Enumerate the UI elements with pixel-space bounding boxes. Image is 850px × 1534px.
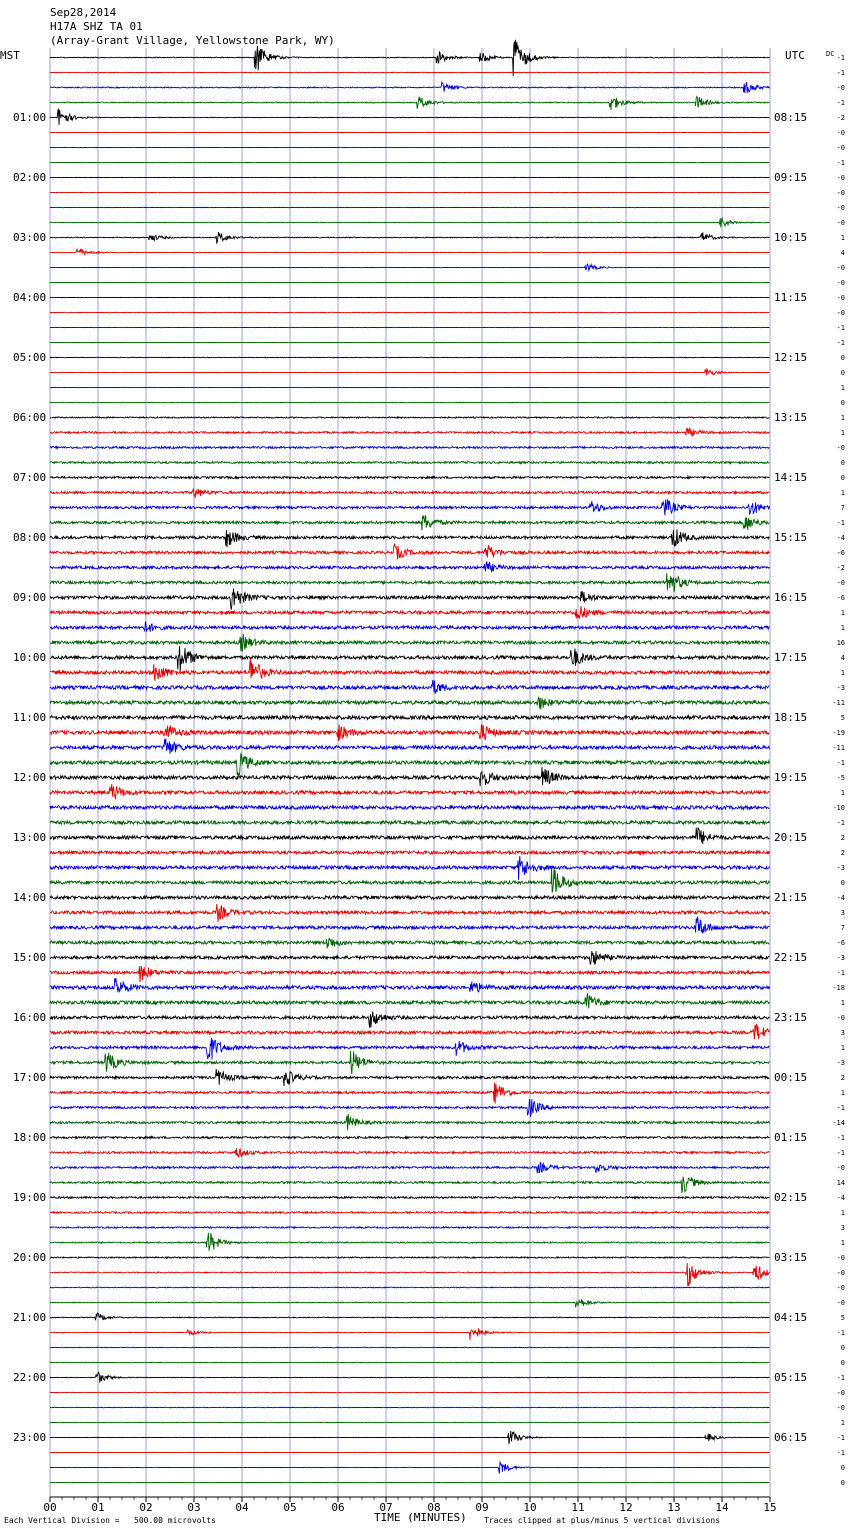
right-hour-label: 12:15 (774, 350, 808, 364)
x-axis-title: TIME (MINUTES) (374, 1511, 467, 1524)
trace-row (50, 232, 769, 244)
trace-row (50, 1313, 769, 1320)
dc-offset-label: -0 (836, 1403, 845, 1412)
dc-offset-label: 1 (840, 668, 845, 677)
dc-offset-label: 1 (840, 1238, 845, 1247)
dc-offset-label: 1 (840, 413, 845, 422)
x-tick-label: 12 (619, 1501, 633, 1514)
trace-row (50, 1177, 769, 1193)
dc-offset-label: 1 (840, 233, 845, 242)
x-tick-label: 00 (43, 1501, 57, 1514)
dc-offset-label: 1 (840, 383, 845, 392)
trace-row (50, 573, 769, 591)
dc-offset-label: -1 (836, 818, 845, 827)
dc-offset-label: 0 (840, 473, 845, 482)
trace-row (50, 447, 769, 449)
dc-offset-label: 4 (840, 248, 845, 257)
dc-offset-label: 1 (840, 623, 845, 632)
right-hour-label: 08:15 (774, 110, 808, 124)
dc-offset-label: 2 (840, 833, 845, 842)
trace-row (50, 904, 769, 922)
right-hour-label: 23:15 (774, 1010, 808, 1024)
dc-offset-label: -0 (836, 1298, 845, 1307)
dc-header-label: DC (826, 50, 835, 58)
trace-row (50, 851, 769, 854)
dc-offset-label: -0 (836, 308, 845, 317)
trace-row (50, 369, 769, 375)
x-tick-label: 05 (283, 1501, 297, 1514)
x-tick-label: 02 (139, 1501, 153, 1514)
trace-row (50, 1051, 769, 1074)
trace-row (50, 767, 769, 786)
left-hour-label: 12:00 (13, 770, 47, 784)
trace-row (50, 1011, 769, 1027)
trace-row (50, 264, 769, 270)
trace-row (50, 499, 769, 515)
left-hour-label: 20:00 (13, 1250, 47, 1264)
dc-offset-label: -6 (836, 548, 845, 557)
dc-offset-label: -0 (836, 143, 845, 152)
left-hour-label: 19:00 (13, 1190, 47, 1204)
location-label: (Array-Grant Village, Yellowstone Park, WY) (50, 34, 335, 47)
trace-row (50, 1362, 769, 1363)
right-hour-label: 16:15 (774, 590, 808, 604)
dc-offset-label: -0 (836, 443, 845, 452)
left-hour-label: 10:00 (13, 650, 47, 664)
x-tick-label: 11 (571, 1501, 585, 1514)
dc-offset-label: 0 (840, 878, 845, 887)
dc-offset-label: -0 (836, 578, 845, 587)
dc-offset-label: -19 (832, 728, 845, 737)
trace-row (50, 357, 769, 358)
dc-offset-label: 0 (840, 368, 845, 377)
trace-row (50, 589, 769, 610)
trace-row (50, 1462, 769, 1473)
dc-offset-label: 1 (840, 1418, 845, 1427)
left-hour-label: 15:00 (13, 950, 47, 964)
trace-row (50, 477, 769, 479)
dc-offset-label: 1 (840, 998, 845, 1007)
right-hour-label: 02:15 (774, 1190, 808, 1204)
dc-offset-label: -0 (836, 173, 845, 182)
trace-row (50, 1148, 769, 1157)
dc-offset-label: -4 (836, 893, 845, 902)
date-label: Sep28,2014 (50, 6, 117, 19)
trace-row (50, 1407, 769, 1408)
dc-offset-label: 1 (840, 1208, 845, 1217)
trace-row (50, 938, 769, 949)
dc-offset-label: -0 (836, 218, 845, 227)
clip-note: Traces clipped at plus/minus 5 vertical divisions (484, 1516, 721, 1525)
dc-offset-label: -11 (832, 743, 845, 752)
trace-row (50, 606, 769, 619)
trace-row (50, 828, 769, 844)
dc-offset-label: -0 (836, 1163, 845, 1172)
trace-row (50, 402, 769, 403)
right-hour-label: 11:15 (774, 290, 808, 304)
left-timezone-label: MST (0, 49, 20, 62)
dc-offset-label: -1 (836, 1328, 845, 1337)
right-hour-label: 18:15 (774, 710, 808, 724)
dc-offset-label: -5 (836, 773, 845, 782)
trace-row (50, 1257, 769, 1258)
trace-row (50, 680, 769, 694)
dc-offset-label: -4 (836, 1193, 845, 1202)
dc-offset-label: 14 (836, 1178, 845, 1187)
x-tick-label: 08 (427, 1501, 441, 1514)
trace-row (50, 1422, 769, 1423)
trace-row (50, 697, 769, 709)
trace-row (50, 97, 769, 110)
dc-offset-label: 1 (840, 428, 845, 437)
dc-offset-label: -6 (836, 593, 845, 602)
dc-offset-label: -6 (836, 938, 845, 947)
dc-offset-label: 2 (840, 1073, 845, 1082)
trace-row (50, 1392, 769, 1393)
dc-offset-label: 7 (840, 923, 845, 932)
trace-row (50, 1227, 769, 1228)
trace-row (50, 856, 769, 880)
right-hour-label: 15:15 (774, 530, 808, 544)
left-hour-label: 03:00 (13, 230, 47, 244)
dc-offset-label: -1 (836, 1448, 845, 1457)
trace-row (50, 951, 769, 965)
right-hour-label: 00:15 (774, 1070, 808, 1084)
dc-offset-label: -3 (836, 1058, 845, 1067)
trace-row (50, 218, 769, 228)
minute-gridlines (50, 48, 770, 1497)
dc-offset-label: 0 (840, 1358, 845, 1367)
trace-row (50, 1114, 769, 1130)
dc-offset-label: 0 (840, 353, 845, 362)
dc-offset-label: -1 (836, 323, 845, 332)
trace-row (50, 754, 769, 776)
dc-offset-label: 0 (840, 398, 845, 407)
dc-offset-label: 1 (840, 488, 845, 497)
trace-row (50, 1372, 769, 1382)
right-hour-label: 05:15 (774, 1370, 808, 1384)
dc-offset-label: 4 (840, 653, 845, 662)
dc-offset-label: -2 (836, 563, 845, 572)
dc-offset-label: 3 (840, 1223, 845, 1232)
x-tick-label: 14 (715, 1501, 729, 1514)
dc-offset-label: -11 (832, 698, 845, 707)
trace-row (50, 544, 769, 559)
dc-offset-label: -1 (836, 758, 845, 767)
trace-row (50, 917, 769, 934)
dc-offset-label: 16 (836, 638, 845, 647)
dc-offset-label: -0 (836, 1388, 845, 1397)
dc-offset-label: -1 (836, 1148, 845, 1157)
dc-offset-label: 1 (840, 1088, 845, 1097)
right-hour-label: 13:15 (774, 410, 808, 424)
trace-row (50, 462, 769, 464)
x-tick-label: 15 (763, 1501, 777, 1514)
left-hour-label: 22:00 (13, 1370, 47, 1384)
trace-row (50, 658, 769, 681)
dc-offset-label: -3 (836, 863, 845, 872)
left-hour-label: 18:00 (13, 1130, 47, 1144)
dc-offset-label: -0 (836, 278, 845, 287)
trace-row (50, 249, 769, 255)
trace-row (50, 821, 769, 824)
dc-offset-label: -3 (836, 953, 845, 962)
right-hour-label: 17:15 (774, 650, 808, 664)
trace-row (50, 806, 769, 810)
left-hour-label: 13:00 (13, 830, 47, 844)
dc-offset-label: -0 (836, 263, 845, 272)
left-hour-label: 08:00 (13, 530, 47, 544)
dc-offset-label: -0 (836, 1283, 845, 1292)
trace-row (50, 1263, 769, 1286)
scale-note: Each Vertical Division = 500.00 microvolts (4, 1516, 216, 1525)
dc-offset-label: 0 (840, 1343, 845, 1352)
right-hour-label: 01:15 (774, 1130, 808, 1144)
dc-offset-label: -2 (836, 113, 845, 122)
trace-row (50, 72, 769, 73)
x-tick-label: 09 (475, 1501, 489, 1514)
dc-offset-label: -1 (836, 1103, 845, 1112)
left-hour-label: 01:00 (13, 110, 47, 124)
right-hour-label: 04:15 (774, 1310, 808, 1324)
dc-offset-label: -1 (836, 98, 845, 107)
trace-row (50, 109, 769, 125)
trace-row (50, 1329, 769, 1340)
dc-offset-label: 7 (840, 503, 845, 512)
dc-offset-label: -4 (836, 533, 845, 542)
trace-row (50, 724, 769, 741)
left-hour-label: 04:00 (13, 290, 47, 304)
left-hour-label: 16:00 (13, 1010, 47, 1024)
x-tick-label: 04 (235, 1501, 249, 1514)
trace-row (50, 1024, 769, 1039)
dc-offset-label: -0 (836, 128, 845, 137)
right-hour-label: 22:15 (774, 950, 808, 964)
seismic-traces (50, 40, 769, 1483)
dc-offset-label: -1 (836, 158, 845, 167)
x-tick-label: 06 (331, 1501, 345, 1514)
right-hour-label: 14:15 (774, 470, 808, 484)
trace-row (50, 621, 769, 631)
dc-offset-label: -0 (836, 1253, 845, 1262)
trace-row (50, 1299, 769, 1307)
trace-row (50, 1431, 769, 1444)
dc-offset-label: -18 (832, 983, 845, 992)
left-hour-label: 23:00 (13, 1430, 47, 1444)
trace-row (50, 1287, 769, 1288)
trace-row (50, 529, 769, 547)
dc-offset-label: -14 (832, 1118, 845, 1127)
dc-offset-label: 5 (840, 1313, 845, 1322)
dc-offset-label: -0 (836, 1268, 845, 1277)
right-hour-label: 21:15 (774, 890, 808, 904)
trace-row (50, 1083, 769, 1104)
dc-offset-label: 0 (840, 458, 845, 467)
right-hour-label: 06:15 (774, 1430, 808, 1444)
right-hour-label: 19:15 (774, 770, 808, 784)
dc-offset-label: -1 (836, 1133, 845, 1142)
trace-row (50, 1099, 769, 1117)
dc-offset-label: -1 (836, 53, 845, 62)
dc-offset-label: -10 (832, 803, 845, 812)
trace-row (50, 489, 769, 498)
left-hour-label: 21:00 (13, 1310, 47, 1324)
trace-row (50, 1212, 769, 1214)
dc-offset-label: -3 (836, 683, 845, 692)
dc-offset-label: -1 (836, 338, 845, 347)
dc-offset-label: 5 (840, 713, 845, 722)
trace-row (50, 1137, 769, 1139)
trace-row (50, 993, 769, 1008)
dc-offset-label: -0 (836, 83, 845, 92)
trace-row (50, 646, 769, 673)
trace-row (50, 1038, 769, 1060)
trace-row (50, 896, 769, 899)
trace-row (50, 82, 769, 93)
right-hour-label: 09:15 (774, 170, 808, 184)
right-hour-label: 10:15 (774, 230, 808, 244)
x-tick-label: 10 (523, 1501, 537, 1514)
dc-offset-label: -1 (836, 68, 845, 77)
dc-offset-label: 0 (840, 1478, 845, 1487)
station-label: H17A SHZ TA 01 (50, 20, 143, 33)
left-hour-label: 11:00 (13, 710, 47, 724)
trace-row (50, 312, 769, 313)
trace-row (50, 716, 769, 720)
dc-offset-label: -0 (836, 293, 845, 302)
x-tick-label: 01 (91, 1501, 105, 1514)
left-hour-label: 09:00 (13, 590, 47, 604)
trace-row (50, 515, 769, 530)
trace-row (50, 784, 769, 799)
dc-offset-label: -1 (836, 1433, 845, 1442)
left-hour-label: 02:00 (13, 170, 47, 184)
dc-offset-label: 1 (840, 788, 845, 797)
left-hour-label: 07:00 (13, 470, 47, 484)
trace-row (50, 978, 769, 992)
left-hour-label: 06:00 (13, 410, 47, 424)
x-tick-label: 07 (379, 1501, 393, 1514)
trace-row (50, 1162, 769, 1173)
right-timezone-label: UTC (785, 49, 805, 62)
right-hour-label: 03:15 (774, 1250, 808, 1264)
left-hour-label: 17:00 (13, 1070, 47, 1084)
trace-row (50, 739, 769, 754)
trace-row (50, 562, 769, 572)
trace-row (50, 1233, 769, 1251)
trace-row (50, 1197, 769, 1199)
dc-offset-label: 1 (840, 1043, 845, 1052)
dc-offset-label: 1 (840, 608, 845, 617)
dc-offset-label: 3 (840, 1028, 845, 1037)
dc-offset-label: -0 (836, 203, 845, 212)
dc-offset-label: 2 (840, 848, 845, 857)
dc-offset-label: -0 (836, 188, 845, 197)
trace-row (50, 1069, 769, 1086)
left-hour-label: 14:00 (13, 890, 47, 904)
x-tick-label: 03 (187, 1501, 201, 1514)
dc-offset-label: -1 (836, 968, 845, 977)
dc-offset-label: -1 (836, 1373, 845, 1382)
trace-row (50, 966, 769, 982)
dc-offset-label: 3 (840, 908, 845, 917)
left-hour-label: 05:00 (13, 350, 47, 364)
trace-row (50, 428, 769, 436)
x-tick-label: 13 (667, 1501, 681, 1514)
trace-row (50, 1347, 769, 1348)
dc-offset-label: -1 (836, 518, 845, 527)
trace-row (50, 867, 769, 893)
right-hour-label: 20:15 (774, 830, 808, 844)
dc-offset-label: 0 (840, 1463, 845, 1472)
trace-row (50, 634, 769, 651)
trace-row (50, 417, 769, 418)
dc-offset-label: -0 (836, 1013, 845, 1022)
